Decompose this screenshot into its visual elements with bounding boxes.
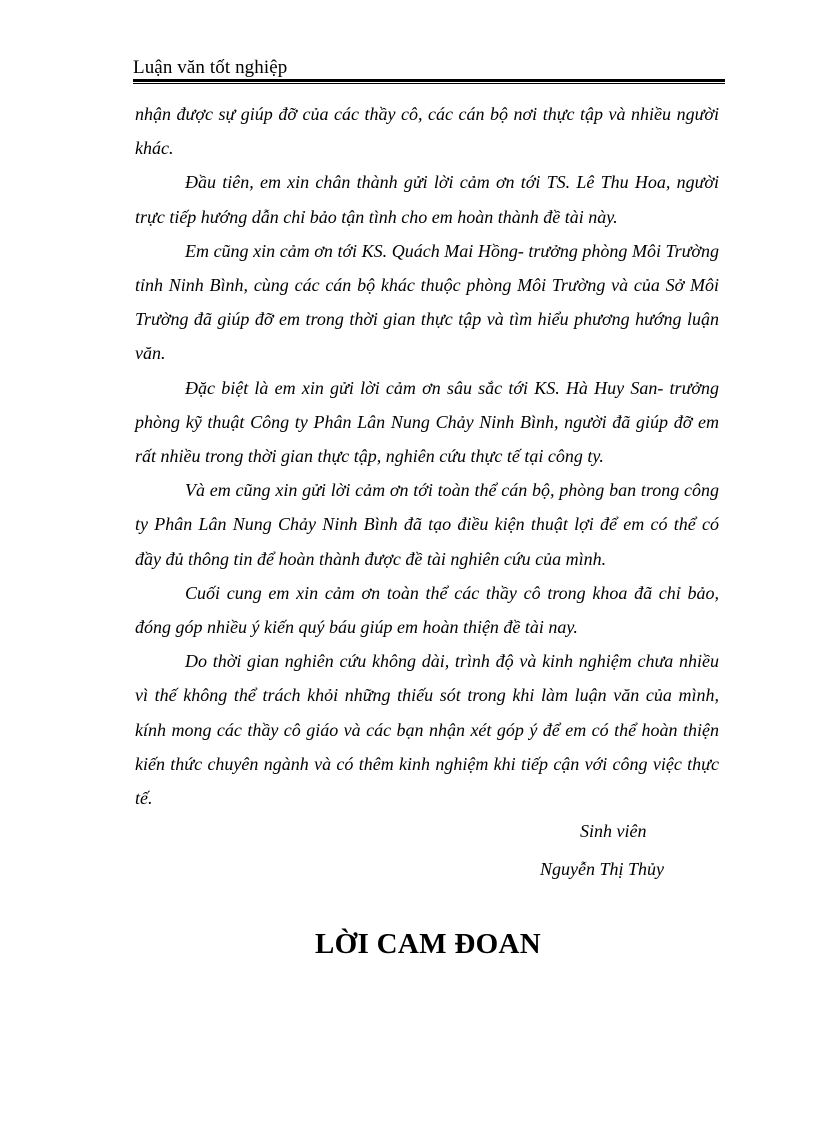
page-header <box>133 56 725 84</box>
header-title: Luận văn tốt nghiệp <box>133 57 288 78</box>
paragraph-continuation: nhận được sự giúp đỡ của các thầy cô, các cán bộ nơi thực tập và nhiều người khác. <box>135 104 719 159</box>
signature-role: Sinh viên <box>580 821 647 841</box>
section-heading: LỜI CAM ĐOAN <box>315 928 541 960</box>
paragraph-company-staff-thanks: Và em cũng xin gửi lời cảm ơn tới toàn thể cán bộ, phòng ban trong công ty Phân Lân Nung Chảy Ninh Bình đã tạo điều kiện thuật lợi để em có thể có đầy đủ thông tin để hoàn thành được đề tài nghiên cứu của mình. <box>135 480 719 569</box>
header-rule-thin <box>133 83 725 84</box>
paragraph-closing-request: Do thời gian nghiên cứu không dài, trình độ và kinh nghiệm chưa nhiều vì thế không thể trách khỏi những thiếu sót trong khi làm luận văn của mình, kính mong các thầy cô giáo và các bạn nhận xét góp ý để em có thể hoàn thiện kiến thức chuyên ngành và có thêm kinh nghiệm khi tiếp cận với công việc thực tế. <box>135 651 719 809</box>
paragraph-environment-dept-thanks: Em cũng xin cảm ơn tới KS. Quách Mai Hồng- trưởng phòng Môi Trường tỉnh Ninh Bình, cùng các cán bộ khác thuộc phòng Môi Trường và của Sở Môi Trường đã giúp đỡ em trong thời gian thực tập và tìm hiểu phương hướng luận văn. <box>135 240 719 364</box>
acknowledgement-body <box>135 97 719 815</box>
paragraph-faculty-thanks: Cuối cung em xin cảm ơn toàn thể các thầy cô trong khoa đã chỉ bảo, đóng góp nhiều ý kiến quý báu giúp em hoàn thiện đề tài nay. <box>135 582 719 638</box>
paragraph-company-engineer-thanks: Đặc biệt là em xin gửi lời cảm ơn sâu sắc tới KS. Hà Huy San- trưởng phòng kỹ thuật Công ty Phân Lân Nung Chảy Ninh Bình, người đã giúp đỡ em rất nhiều trong thời gian thực tập, nghiên cứu thực tế tại công ty. <box>135 377 719 467</box>
header-rule-thick <box>133 79 725 82</box>
paragraph-supervisor-thanks: Đầu tiên, em xin chân thành gửi lời cảm ơn tới TS. Lê Thu Hoa, người trực tiếp hướng dẫn chỉ bảo tận tình cho em hoàn thành đề tài này. <box>135 172 719 227</box>
signature-name: Nguyễn Thị Thủy <box>540 859 664 879</box>
